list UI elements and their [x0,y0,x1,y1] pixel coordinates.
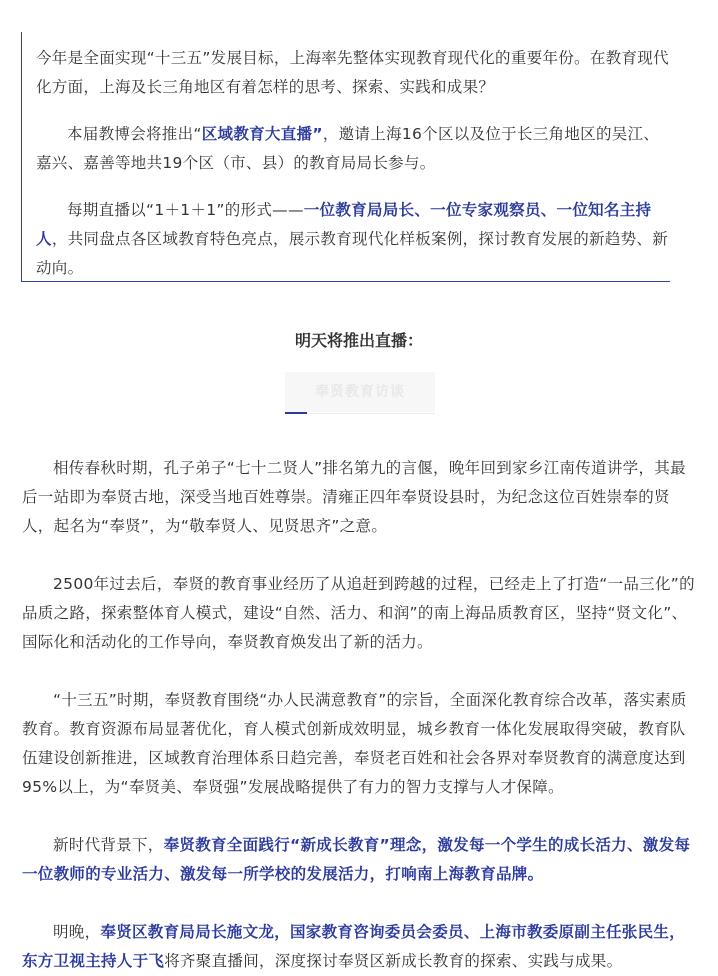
intro-p3-highlight: 一位教育局局长、一位专家观察员、一位知名主持人 [36,201,652,248]
section-title: 明天将推出直播： [294,331,423,350]
intro-paragraph-1: 今年是全面实现“十三五”发展目标，上海率先整体实现教育现代化的重要年份。在教育现代化方面，上海及长三角地区有着怎样的思考、探索、实践和成果？ [36,49,669,96]
intro-p2-text-a: 本届教博会将推出“ [67,125,202,143]
body-paragraph-2: 2500年过去后，奉贤的教育事业经历了从追赶到跨越的过程，已经走上了打造“一品三化”的品质之路，探索整体育人模式，建设“自然、活力、和润”的南上海品质教育区，坚持“贤文化”、国际化和活动化的工作导向，奉贤教育焕发出了新的活力。 [22,575,695,651]
body-paragraph-5 [22,918,698,976]
intro-quote-box [21,32,670,282]
body-p5-text-a: 明晚， [53,923,101,941]
intro-paragraph-2 [36,120,670,178]
body-paragraph-1: 相传春秋时期，孔子弟子“七十二贤人”排名第九的言偃，晚年回到家乡江南传道讲学，其最后一站即为奉贤古地，深受当地百姓尊崇。清雍正四年奉贤设县时，为纪念这位百姓崇奉的贤人，起名为“奉贤”，为“敬奉贤人、见贤思齐”之意。 [22,459,686,535]
article-body [22,454,698,976]
section-banner: 奉贤教育访谈 [285,372,435,412]
intro-paragraph-3 [36,196,670,283]
intro-p3-text-a: 每期直播以“1＋1＋1”的形式—— [67,201,304,219]
body-p5-text-b: 将齐聚直播间，深度探讨奉贤区新成长教育的探索、实践与成果。 [164,952,623,970]
banner-accent-bar [285,412,307,414]
intro-p2-highlight: 区域教育大直播” [201,125,323,143]
body-p4-highlight: 奉贤教育全面践行“新成长教育”理念，激发每一个学生的成长活力、激发每一位教师的专业活力、激发每一所学校的发展活力，打响南上海教育品牌。 [22,836,691,883]
body-p5-highlight: 奉贤区教育局局长施文龙，国家教育咨询委员会委员、上海市教委原副主任张民生，东方卫视主持人于飞 [22,923,686,970]
body-paragraph-4 [22,831,698,889]
intro-p3-text-b: ，共同盘点各区域教育特色亮点，展示教育现代化样板案例，探讨教育发展的新趋势、新动向。 [36,230,669,277]
body-paragraph-3: “十三五”时期，奉贤教育围绕“办人民满意教育”的宗旨，全面深化教育综合改革，落实素质教育。教育资源布局显著优化，育人模式创新成效明显，城乡教育一体化发展取得突破，教育队伍建设创新推进，区域教育治理体系日趋完善，奉贤老百姓和社会各界对奉贤教育的满意度达到95%以上，为“奉贤美、奉贤强”发展战略提供了有力的智力支撑与人才保障。 [22,691,687,796]
body-p4-text-a: 新时代背景下， [53,836,164,854]
banner-divider [307,413,435,414]
intro-p2-text-b: ，邀请上海16个区以及位于长三角地区的吴江、嘉兴、嘉善等地共19个区（市、县）的教育局局长参与。 [36,125,660,172]
